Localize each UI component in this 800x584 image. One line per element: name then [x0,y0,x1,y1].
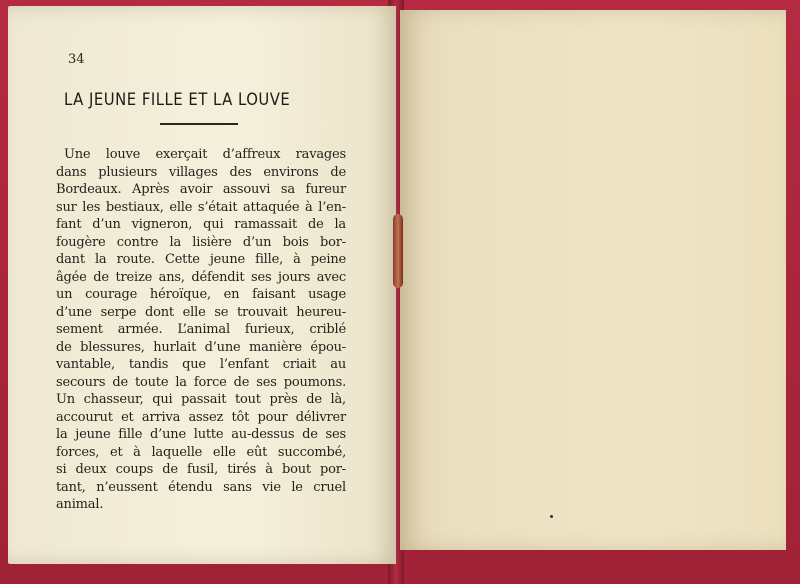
text-line: tant, n’eussent étendu sans vie le cruel [56,479,346,495]
text-line: un courage héroïque, en faisant usage [56,287,346,302]
text-line: âgée de treize ans, défendit ses jours avec [56,269,346,285]
text-line: sement armée. L’animal furieux, criblé [56,322,346,337]
text-line: fougère contre la lisière d’un bois bor- [56,234,346,250]
text-line: Une louve exerçait d’affreux ravages [64,147,346,162]
text-line: vantable, tandis que l’enfant criait au [56,357,346,372]
text-line: secours de toute la force de ses poumons. [56,374,346,390]
page-tear [393,214,403,288]
text-line: si deux coups de fusil, tirés à bout por- [56,462,346,477]
text-line: forces, et à laquelle elle eût succombé, [56,444,346,460]
story-text [56,146,346,514]
text-line: fant d’un vigneron, qui ramassait de la [56,217,346,232]
text-line: dant la route. Cette jeune fille, à peine [56,252,346,267]
text-line: animal. [56,497,104,512]
text-line: d’une serpe dont elle se trouvait heureu- [56,304,346,320]
text-line: accourut et arriva assez tôt pour délivrer [56,409,346,425]
page-number: 34 [68,52,85,67]
text-line: la jeune fille d’une lutte au-dessus de ses [56,427,346,442]
right-page [400,10,786,550]
title-divider [160,123,238,125]
text-line: de blessures, hurlait d’une manière épou- [56,339,346,355]
page-title: LA JEUNE FILLE ET LA LOUVE [64,90,291,109]
text-line: Bordeaux. Après avoir assouvi sa fureur [56,182,346,197]
text-line: sur les bestiaux, elle s’était attaquée à l’en- [56,199,346,215]
text-line: dans plusieurs villages des environs de [56,164,346,180]
text-line: Un chasseur, qui passait tout près de là, [56,392,346,407]
ink-speck [550,515,553,518]
